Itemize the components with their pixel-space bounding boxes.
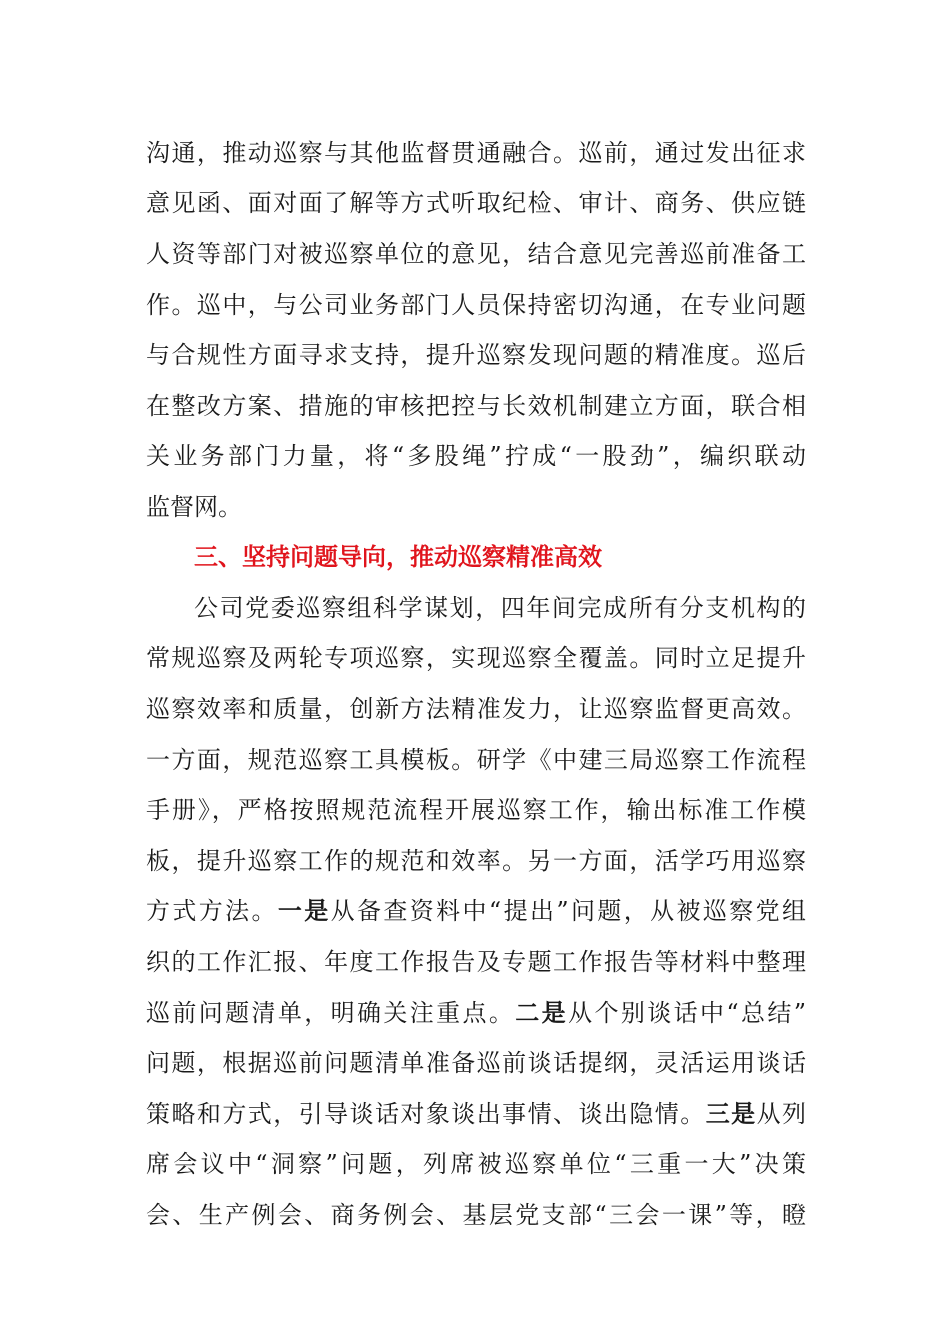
text-span: 从个别谈话中“总结” bbox=[568, 999, 807, 1027]
text-span: 策略和方式，引导谈话对象谈出事情、谈出隐情。 bbox=[146, 1100, 706, 1128]
text-line: 一方面，规范巡察工具模板。研学《中建三局巡察工作流程 bbox=[146, 746, 806, 774]
text-line: 常规巡察及两轮专项巡察，实现巡察全覆盖。同时立足提升 bbox=[146, 644, 806, 672]
text-line: 沟通，推动巡察与其他监督贯通融合。巡前，通过发出征求 bbox=[146, 139, 806, 167]
text-line: 关业务部门力量，将“多股绳”拧成“一股劲”，编织联动 bbox=[146, 442, 806, 470]
text-line: 人资等部门对被巡察单位的意见，结合意见完善巡前准备工 bbox=[146, 240, 806, 268]
text-line: 巡察效率和质量，创新方法精准发力，让巡察监督更高效。 bbox=[146, 695, 806, 723]
text-line: 监督网。 bbox=[146, 493, 242, 521]
emphasis-span: 二是 bbox=[515, 998, 569, 1027]
text-line bbox=[146, 998, 806, 1028]
text-line: 板，提升巡察工作的规范和效率。另一方面，活学巧用巡察 bbox=[146, 847, 806, 875]
text-line: 会、生产例会、商务例会、基层党支部“三会一课”等，瞪 bbox=[146, 1201, 806, 1229]
text-line: 作。巡中，与公司业务部门人员保持密切沟通，在专业问题 bbox=[146, 291, 806, 319]
text-line: 意见函、面对面了解等方式听取纪检、审计、商务、供应链 bbox=[146, 189, 806, 217]
text-line: 与合规性方面寻求支持，提升巡察发现问题的精准度。巡后 bbox=[146, 341, 806, 369]
text-line: 手册》，严格按照规范流程开展巡察工作，输出标准工作模 bbox=[146, 796, 806, 824]
section-heading: 三、坚持问题导向，推动巡察精准高效 bbox=[194, 543, 602, 571]
text-line bbox=[146, 1099, 806, 1129]
text-line: 席会议中“洞察”问题，列席被巡察单位“三重一大”决策 bbox=[146, 1150, 806, 1178]
text-line: 织的工作汇报、年度工作报告及专题工作报告等材料中整理 bbox=[146, 948, 806, 976]
emphasis-span: 一是 bbox=[277, 896, 331, 925]
text-line: 在整改方案、措施的审核把控与长效机制建立方面，联合相 bbox=[146, 392, 806, 420]
text-line bbox=[146, 896, 806, 926]
text-span: 从列 bbox=[756, 1100, 807, 1128]
text-line: 问题，根据巡前问题清单准备巡前谈话提纲，灵活运用谈话 bbox=[146, 1049, 806, 1077]
text-span: 巡前问题清单，明确关注重点。 bbox=[146, 999, 516, 1027]
text-span: 从备查资料中“提出”问题，从被巡察党组 bbox=[330, 897, 807, 925]
text-line: 公司党委巡察组科学谋划，四年间完成所有分支机构的 bbox=[194, 594, 806, 622]
text-span: 方式方法。 bbox=[146, 897, 278, 925]
emphasis-span: 三是 bbox=[705, 1099, 757, 1128]
